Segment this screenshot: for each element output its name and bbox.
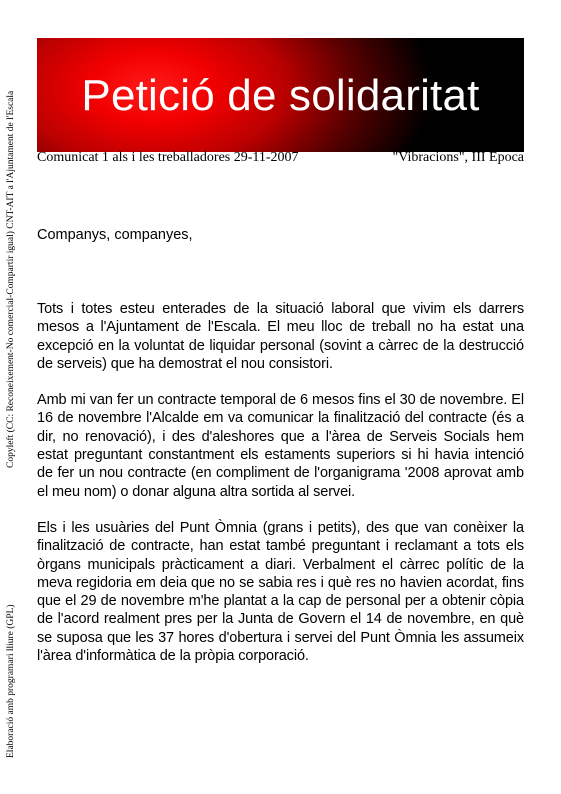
paragraph: Els i les usuàries del Punt Òmnia (grans i petits), des que van conèixer la finalització de contracte, han estat també preguntant i reclamant a tots els òrgans municipals pràcticament a diari. Verbalment el càrrec polític de la meva regidoria em deia que no se sabia res i què res no havien acordat, fins que el 29 de novembre m'he plantat a la cap de personal per a obtenir còpia de l'acord realment pres per la Junta de Govern el 14 de novembre, en què se suposa que les 37 hores d'obertura i servei del Punt Òmnia les assumeix l'àrea d'informàtica de la pròpia corporació. [37,519,524,665]
letter-body [37,300,524,683]
subtitle-line [37,150,524,168]
paragraph: Tots i totes esteu enterades de la situació laboral que vivim els darrers mesos a l'Ajuntament de l'Escala. El meu lloc de treball no ha estat una excepció en la voluntat de liquidar personal (sovint a càrrec de la destrucció de serveis) que ha demostrat el nou consistori. [37,301,524,372]
paragraph: Amb mi van fer un contracte temporal de 6 mesos fins el 30 de novembre. El 16 de novembre l'Alcalde em va comunicar la finalització del contracte (és a dir, no renovació), i des d'aleshores que a l'àrea de Serveis Socials hem estat preguntant constantment els estaments superiors si hi havia intenció de fer un nou contracte (en compliment de l'organigrama '2008 aprovat amb el meu nom) o donar alguna altra sortida al servei. [37,392,524,500]
page-title: Petició de solidaritat [81,71,480,120]
software-notice: Elaboració amb programari lliure (GPL) [6,604,16,758]
publication-name: "Vibracions", III Epoca [392,150,524,165]
title-banner [37,38,524,152]
communique-info: Comunicat 1 als i les treballadores 29-11-2007 [37,150,299,165]
letter-greeting: Companys, companyes, [37,227,193,243]
copyleft-notice: Copyleft (CC: Reconeixement-No comercial-Compartir igual) CNT-AIT a l'Ajuntament de l'Escala [6,90,16,468]
